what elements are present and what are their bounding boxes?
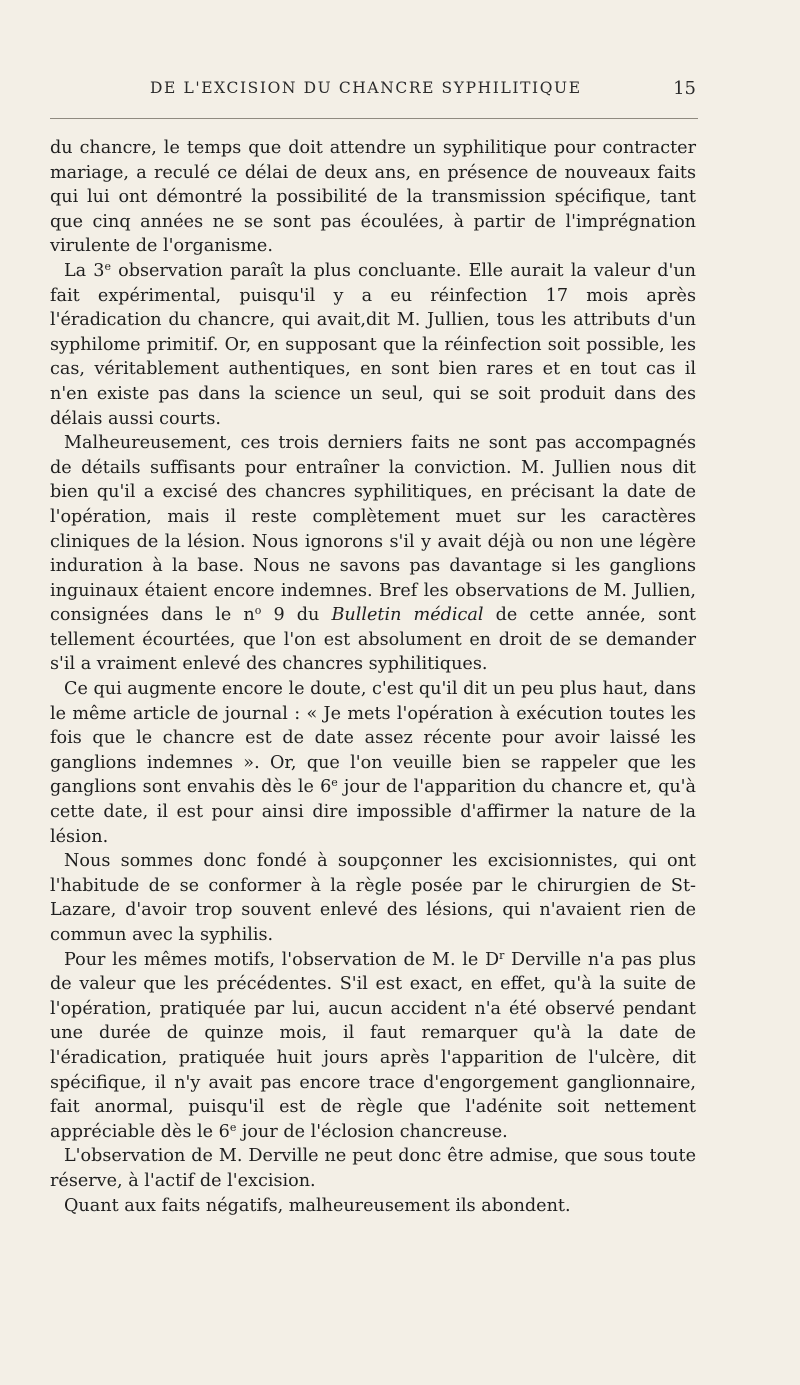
body-text	[50, 136, 696, 1218]
page-number: 15	[673, 78, 696, 99]
paragraph-8: Quant aux faits négatifs, malheureusement ils abondent.	[64, 1195, 571, 1216]
paragraph-6: Pour les mêmes motifs, l'observation de M. le $D^r$ Derville n'a pas plus de valeur que les précédentes. S'il est exact, en effet, qu'à la suite de l'opération, pratiquée par lui, aucun accident n'a été observé pendant une durée de quinze mois, il faut remarquer qu'à la date de l'éradication, pratiquée huit jours après l'apparition de l'ulcère, dit spécifique, il n'y avait pas encore trace d'engorgement ganglionnaire, fait anormal, puisqu'il est de règle que l'adénite soit nettement appréciable dès le 6e jour de l'éclosion chancreuse.	[50, 948, 696, 1142]
journal-title: Bulletin médical	[331, 605, 484, 626]
paragraph-1: du chancre, le temps que doit attendre un syphilitique pour contracter mariage, a reculé ce délai de deux ans, en présence de nouveaux faits qui lui ont démontré la possibilité de la transmission spécifique, tant que cinq années ne se sont pas écoulées, à partir de l'imprégnation virulente de l'organisme.	[50, 138, 696, 257]
paragraph-5: Nous sommes donc fondé à soupçonner les excisionnistes, qui ont l'habitude de se conformer à la règle posée par le chirurgien de St-Lazare, d'avoir trop souvent enlevé des lésions, qui n'avaient rien de commun avec la syphilis.	[50, 851, 696, 945]
paragraph-2: La 3e observation paraît la plus concluante. Elle aurait la valeur d'un fait expérimental, puisqu'il y a eu réinfection 17 mois après l'éradication du chancre, qui avait,dit M. Jullien, tous les attributs d'un syphilome primitif. Or, en supposant que la réinfection soit possible, les cas, véritablement authentiques, en sont bien rares et en tout cas il n'en existe pas dans la science un seul, qui se soit produit dans des délais aussi courts.	[50, 259, 697, 429]
page-header	[70, 79, 696, 105]
running-head: DE L'EXCISION DU CHANCRE SYPHILITIQUE	[150, 79, 582, 97]
paragraph-4: Ce qui augmente encore le doute, c'est qu'il dit un peu plus haut, dans le même article de journal : « Je mets l'opération à exécution toutes les fois que le chancre est de date assez récente pour avoir laissé les ganglions indemnes ». Or, que l'on veuille bien se rappeler que les ganglions sont envahis dès le 6e jour de l'apparition du chancre et, qu'à cette date, il est pour ainsi dire impossible d'affirmer la nature de la lésion.	[50, 679, 696, 847]
header-rule	[50, 118, 698, 119]
paragraph-7: L'observation de M. Derville ne peut donc être admise, que sous toute réserve, à l'actif de l'excision.	[50, 1146, 696, 1191]
paragraph-3: Malheureusement, ces trois derniers faits ne sont pas accompagnés de détails suffisants pour entraîner la conviction. M. Jullien nous dit bien qu'il a excisé des chancres syphilitiques, en précisant la date de l'opération, mais il reste complètement muet sur les caractères cliniques de la lésion. Nous ignorons s'il y avait déjà ou non une légère induration à la base. Nous ne savons pas davantage si les ganglions inguinaux étaient encore indemnes. Bref les observations de M. Jullien, consignées dans le $n^o$ 9 du Bulletin médical de cette année, sont tellement écourtées, que l'on est absolument en droit de se demander s'il a vraiment enlevé des chancres syphilitiques.	[50, 433, 697, 675]
